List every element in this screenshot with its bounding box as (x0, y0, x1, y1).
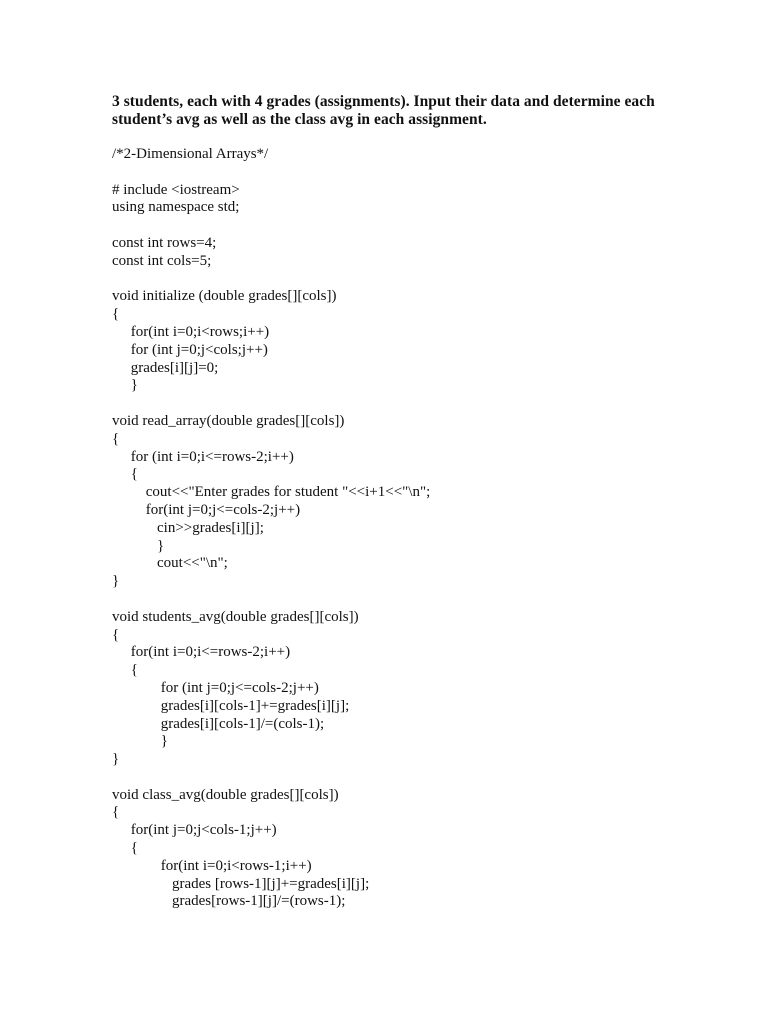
code-line: /*2-Dimensional Arrays*/ (112, 146, 269, 162)
assignment-heading (112, 93, 672, 129)
code-line: { (112, 430, 120, 447)
code-line: void initialize (double grades[][cols]) (112, 288, 337, 305)
code-block (112, 146, 672, 911)
code-line: } (112, 573, 120, 590)
code-line: void read_array(double grades[][cols]) (112, 412, 345, 429)
code-line (112, 395, 672, 413)
code-line: for (int j=0;j<=cols-2;j++) (112, 679, 319, 696)
code-line: const int cols=5; (112, 252, 212, 269)
code-line: { (112, 804, 120, 821)
code-line: using namespace std; (112, 199, 240, 216)
code-line: { (112, 662, 138, 679)
code-line: { (112, 840, 138, 857)
code-line: } (112, 377, 138, 394)
code-line: } (112, 751, 120, 768)
code-line: for (int i=0;i<=rows-2;i++) (112, 448, 294, 465)
code-line (112, 591, 672, 609)
code-line: for(int i=0;i<=rows-2;i++) (112, 644, 291, 661)
code-line: } (112, 537, 165, 554)
code-line: void students_avg(double grades[][cols]) (112, 608, 359, 625)
code-line: } (112, 733, 168, 750)
code-line: { (112, 466, 138, 483)
code-line: for(int j=0;j<=cols-2;j++) (112, 501, 301, 518)
code-line (112, 769, 672, 787)
heading-line-2: student’s avg as well as the class avg in each assignment. (112, 111, 487, 128)
code-line: { (112, 626, 120, 643)
code-line: cout<<"Enter grades for student "<<i+1<<"\n"; (112, 484, 431, 501)
code-line (112, 164, 672, 182)
code-line: grades[rows-1][j]/=(rows-1); (112, 893, 346, 910)
code-line: grades[i][cols-1]/=(cols-1); (112, 715, 325, 732)
code-line: cout<<"\n"; (112, 555, 228, 572)
code-line: grades [rows-1][j]+=grades[i][j]; (112, 875, 370, 892)
code-line: for(int i=0;i<rows;i++) (112, 323, 270, 340)
code-line: const int rows=4; (112, 234, 217, 251)
code-line: { (112, 306, 120, 323)
code-line (112, 217, 672, 235)
code-line: void class_avg(double grades[][cols]) (112, 786, 339, 803)
code-line: # include <iostream> (112, 181, 240, 198)
code-line: for (int j=0;j<cols;j++) (112, 341, 268, 358)
heading-line-1: 3 students, each with 4 grades (assignments). Input their data and determine each (112, 93, 655, 110)
code-line: for(int i=0;i<rows-1;i++) (112, 857, 312, 874)
code-line: grades[i][cols-1]+=grades[i][j]; (112, 697, 350, 714)
code-line: cin>>grades[i][j]; (112, 519, 264, 536)
code-line: grades[i][j]=0; (112, 359, 219, 376)
code-line: for(int j=0;j<cols-1;j++) (112, 822, 277, 839)
code-line (112, 271, 672, 289)
